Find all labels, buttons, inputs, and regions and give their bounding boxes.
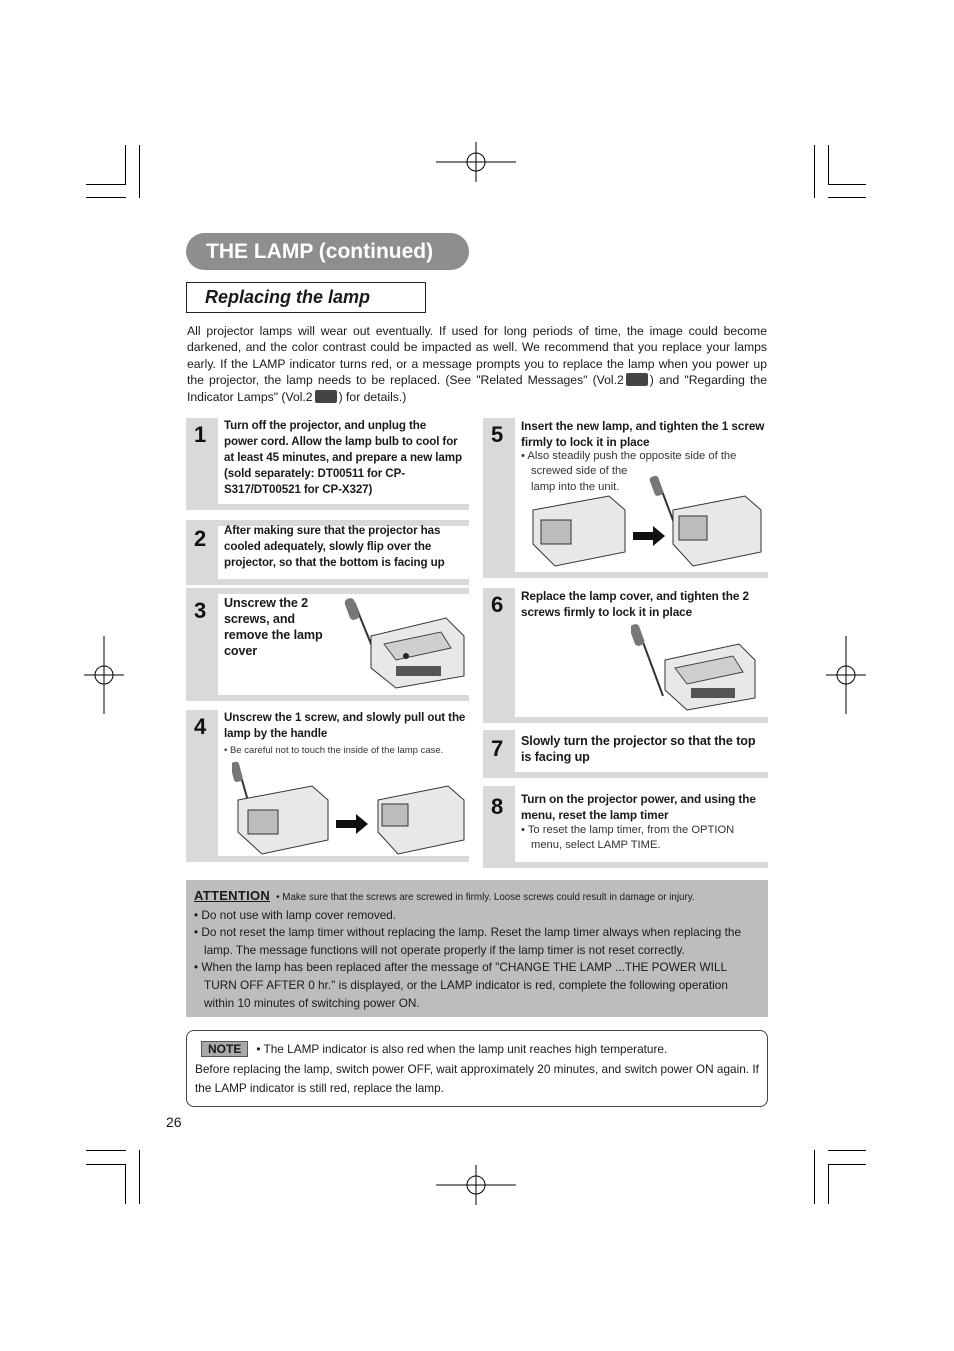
step-text: Slowly turn the projector so that the top is facing up xyxy=(521,734,756,764)
step-2 xyxy=(186,520,469,585)
step-number: 6 xyxy=(491,592,504,617)
projector-illustration xyxy=(336,596,466,694)
step-note: • Be careful not to touch the inside of the lamp case. xyxy=(224,745,444,756)
step-number: 8 xyxy=(491,794,504,819)
attention-item: • Do not use with lamp cover removed. xyxy=(194,907,397,922)
note-label: NOTE xyxy=(201,1041,248,1057)
book-icon xyxy=(626,373,648,386)
step-number: 5 xyxy=(491,422,504,447)
step-number: 2 xyxy=(194,526,207,551)
registration-mark-bottom xyxy=(436,1165,516,1205)
lamp-cover-illustration xyxy=(631,624,761,714)
step-note-line: • Also steadily push the opposite side of the xyxy=(521,450,737,462)
note-box xyxy=(186,1030,768,1107)
registration-mark-right xyxy=(826,636,866,714)
step-number: 7 xyxy=(491,736,504,761)
note-text: • The LAMP indicator is also red when the lamp unit reaches high temperature. xyxy=(256,1042,668,1056)
attention-first-line xyxy=(194,887,760,907)
step-4 xyxy=(186,710,469,862)
section-heading: Replacing the lamp xyxy=(186,282,426,313)
step-number: 4 xyxy=(194,714,207,739)
step-5 xyxy=(483,418,768,578)
attention-item: • When the lamp has been replaced after the message of "CHANGE THE LAMP ...THE POWER WILL TURN OFF AFTER 0 hr." is displayed, or the LAMP indicator is red, complete the following operation within 10 minutes of switching power ON. xyxy=(194,960,728,1010)
step-text: Insert the new lamp, and tighten the 1 screw firmly to lock it in place xyxy=(521,419,765,449)
note-first-line xyxy=(195,1040,759,1060)
step-3 xyxy=(186,588,469,701)
step-8 xyxy=(483,786,768,868)
step-note-line: screwed side of the xyxy=(531,465,628,478)
step-text: Unscrew the 1 screw, and slowly pull out the lamp by the handle xyxy=(224,711,466,740)
step-number: 1 xyxy=(194,422,207,447)
step-note-line: lamp into the unit. xyxy=(531,480,620,493)
registration-mark-left xyxy=(84,636,124,714)
attention-text: • Make sure that the screws are screwed in firmly. Loose screws could result in damage or injury. xyxy=(276,892,695,903)
step-note-line: menu, select LAMP TIME. xyxy=(531,839,661,852)
step-7 xyxy=(483,730,768,778)
step-text: Replace the lamp cover, and tighten the 2 screws firmly to lock it in place xyxy=(521,589,749,619)
step-text: After making sure that the projector has cooled adequately, slowly flip over the projector, so that the bottom is facing up xyxy=(224,524,445,569)
intro-text-a: All projector lamps will wear out eventually. If used for long periods of time, the image could become darkened, and the color contrast could be impacted as well. We recommend that you replace your lamps early. If the LAMP indicator turns red, or a message prompts you to replace the lamp when you power up the projector, the lamp needs to be replaced. (See "Related Messages" (Vol.2 xyxy=(187,324,767,388)
lamp-removal-illustration xyxy=(232,760,468,856)
note-body: Before replacing the lamp, switch power OFF, wait approximately 20 minutes, and switch power ON again. If the LAMP indicator is still red, replace the lamp. xyxy=(195,1061,759,1095)
book-icon xyxy=(315,390,337,403)
page-title: THE LAMP (continued) xyxy=(186,233,469,270)
step-text: Turn off the projector, and unplug the power cord. Allow the lamp bulb to cool for at least 45 minutes, and prepare a new lamp (sold separately: DT00511 for CP-S317/DT00521 for CP-X327) xyxy=(224,419,462,496)
step-note xyxy=(521,823,766,854)
attention-label: ATTENTION xyxy=(194,888,271,903)
step-1 xyxy=(186,418,469,510)
registration-mark-top xyxy=(436,142,516,182)
step-number: 3 xyxy=(194,598,207,623)
intro-text-b: ) and "Regarding the Indicator Lamps" (Vol.2 xyxy=(187,373,767,404)
step-text: Turn on the projector power, and using the menu, reset the lamp timer xyxy=(521,792,756,822)
page-number: 26 xyxy=(166,1114,182,1130)
lamp-insert-illustration xyxy=(529,476,765,572)
intro-paragraph xyxy=(187,323,767,405)
attention-item: • Do not reset the lamp timer without replacing the lamp. Reset the lamp timer always when replacing the lamp. The message functions will not operate properly if the lamp timer is not reset correctly. xyxy=(194,925,742,957)
attention-box xyxy=(186,880,768,1017)
step-note-line: • To reset the lamp timer, from the OPTION xyxy=(521,824,735,836)
intro-text-c: ) for details.) xyxy=(338,389,407,404)
step-text: Unscrew the 2 screws, and remove the lamp cover xyxy=(224,596,323,658)
step-6 xyxy=(483,588,768,723)
